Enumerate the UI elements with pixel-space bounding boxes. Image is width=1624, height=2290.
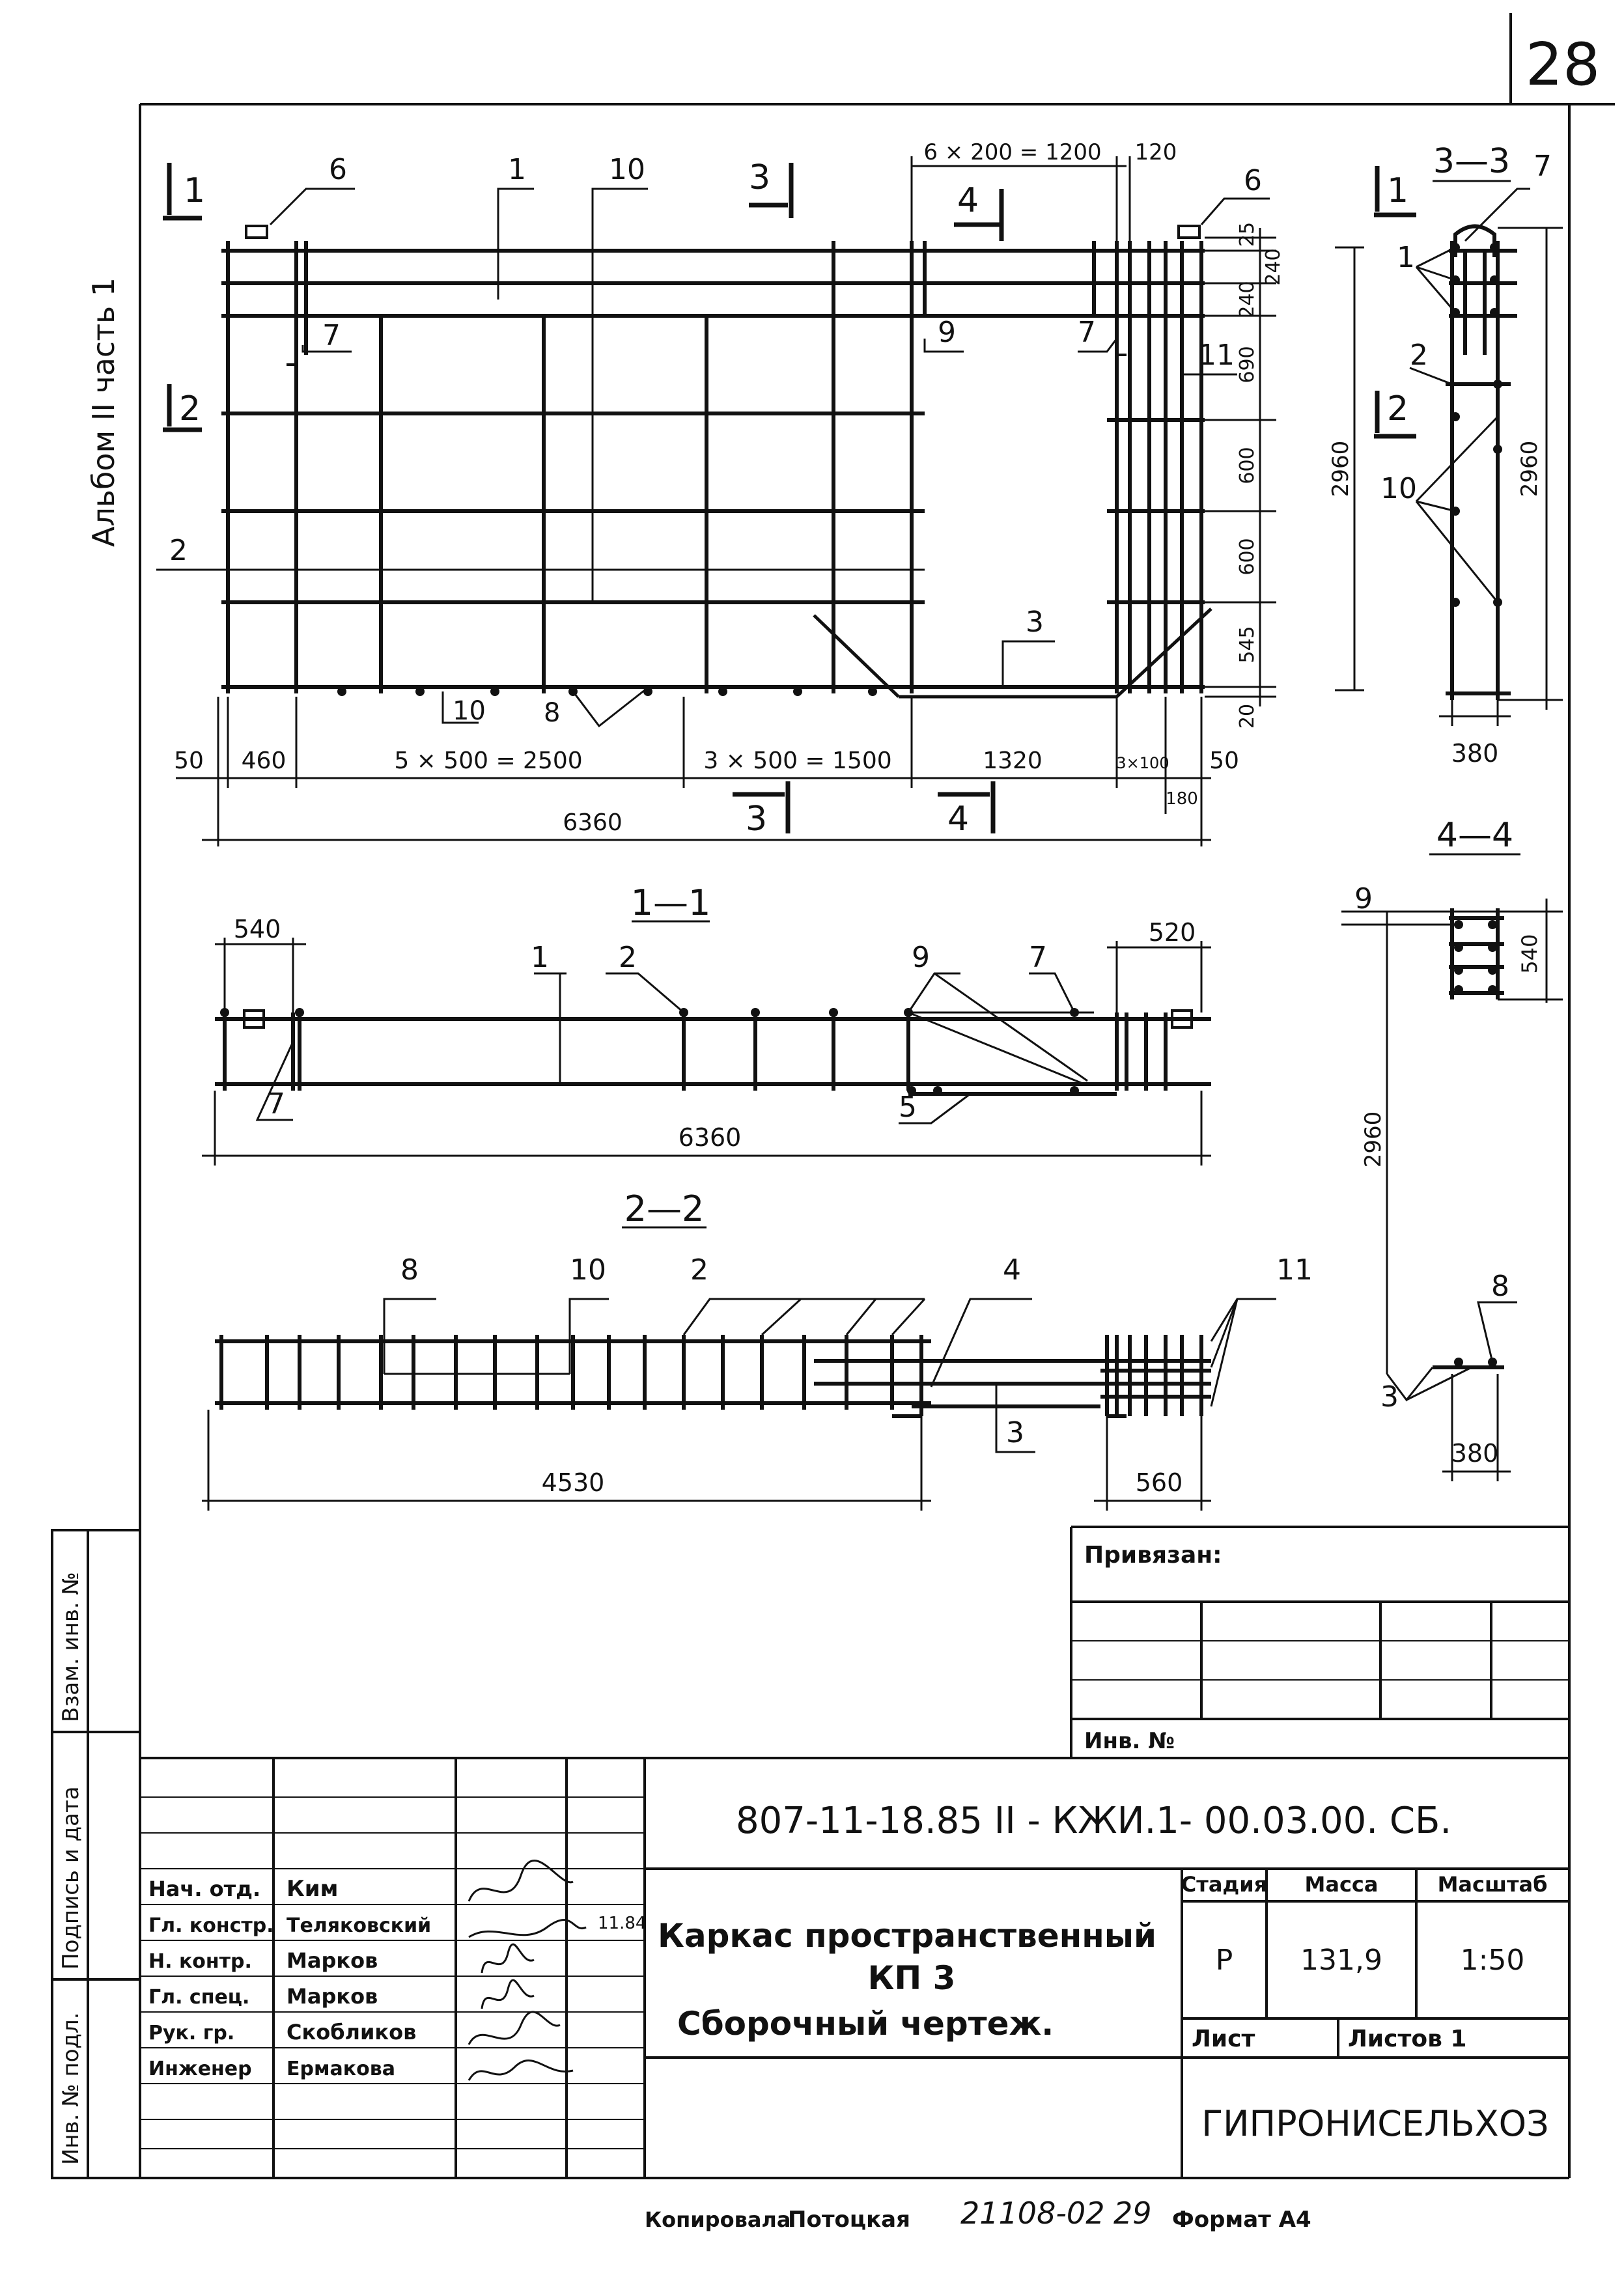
dim-600: 600 [1236, 538, 1259, 576]
title-line3: Сборочный чертеж. [677, 2005, 1054, 2043]
callout-7: 7 [1533, 150, 1552, 183]
stage-header: Стадия [1181, 1872, 1268, 1897]
dim-2960: 2960 [1328, 440, 1354, 497]
callout-3: 3 [1026, 606, 1044, 639]
callout-8: 8 [544, 698, 561, 728]
callout-7: 7 [1029, 941, 1047, 974]
callout-11: 11 [1276, 1253, 1313, 1287]
callout-10: 10 [609, 153, 645, 186]
stamp-signature-date: Подпись и дата [58, 1786, 84, 1970]
dim-6360: 6360 [563, 809, 623, 836]
callout-7: 7 [322, 319, 341, 352]
dim-690: 690 [1236, 346, 1259, 384]
sheet-label: Лист [1192, 2026, 1255, 2052]
callout-10: 10 [1380, 472, 1417, 505]
dim-240: 240 [1236, 281, 1259, 318]
section-title-1-1: 1—1 [630, 882, 711, 923]
document-code: 807-11-18.85 II - КЖИ.1- 00.03.00. СБ. [736, 1800, 1452, 1842]
footer-order: 21108-02 [960, 2196, 1105, 2231]
mass-value: 131,9 [1300, 1944, 1382, 1977]
callout-9: 9 [1354, 882, 1373, 915]
callout-3: 3 [1006, 1416, 1024, 1449]
name-markov: Марков [287, 1984, 378, 2009]
dim-3x500: 3 × 500 = 1500 [703, 747, 892, 774]
callout-5: 5 [899, 1091, 917, 1124]
section-mark-3: 3 [749, 158, 771, 197]
dim-3x100: 3×100 [1116, 754, 1169, 772]
role-inzhener: Инженер [148, 2058, 252, 2080]
callout-4: 4 [1003, 1253, 1021, 1287]
sheet-frame [85, 13, 1615, 2178]
title-block [140, 1758, 1569, 2178]
dim-50: 50 [1209, 747, 1239, 774]
name-telyakovsky: Теляковский [287, 1914, 432, 1937]
title-line1: Каркас пространственный [658, 1917, 1157, 1955]
sign-date: 11.84 [598, 1914, 647, 1933]
callout-7: 7 [1078, 316, 1096, 349]
callout-10: 10 [570, 1253, 606, 1287]
organization: ГИПРОНИСЕЛЬХОЗ [1201, 2103, 1549, 2144]
section-1-1 [202, 882, 1211, 1166]
section-mark-3: 3 [746, 800, 768, 839]
section-mark-1: 1 [1387, 171, 1409, 210]
callout-2: 2 [619, 941, 637, 974]
footer-copied: Копировала [645, 2207, 791, 2232]
footer-sheet-no: 29 [1113, 2196, 1152, 2231]
mass-header: Масса [1304, 1872, 1379, 1897]
stamp-vzam-inv: Взам. инв. № [58, 1572, 84, 1722]
role-ruk-gr: Рук. гр. [148, 2022, 235, 2045]
section-2-2 [202, 1188, 1313, 1511]
dim-460: 460 [241, 747, 287, 774]
section-mark-2: 2 [1387, 389, 1409, 428]
callout-2: 2 [169, 534, 188, 567]
sheets-label: Листов 1 [1348, 2026, 1467, 2052]
dim-545: 545 [1236, 626, 1259, 663]
dim-2960: 2960 [1517, 440, 1543, 497]
binding-inv-label: Инв. № [1084, 1728, 1175, 1754]
footer-copier: Потоцкая [788, 2207, 910, 2233]
name-kim: Ким [287, 1876, 339, 1902]
dim-5x500: 5 × 500 = 2500 [394, 747, 583, 774]
dim-120: 120 [1134, 139, 1177, 165]
dim-560: 560 [1135, 1468, 1183, 1497]
callout-6: 6 [329, 153, 347, 186]
section-mark-1: 1 [184, 171, 206, 210]
callout-1: 1 [1397, 241, 1415, 274]
callout-7: 7 [267, 1087, 285, 1121]
title-line2: КП 3 [867, 1959, 956, 1997]
scale-header: Масштаб [1437, 1872, 1548, 1897]
dim-180: 180 [1166, 789, 1198, 809]
elevation-leaders [156, 189, 1270, 726]
elevation-frame [221, 241, 1205, 693]
elevation-small-parts [246, 226, 1199, 365]
album-label: Альбом II часть 1 [86, 277, 121, 547]
section-mark-2: 2 [179, 389, 201, 428]
role-gl-konstr: Гл. констр. [148, 1914, 274, 1937]
callout-9: 9 [938, 316, 956, 349]
dim-20: 20 [1236, 703, 1259, 729]
section-title-3-3: 3—3 [1433, 142, 1511, 181]
callout-2: 2 [690, 1253, 708, 1287]
callout-11: 11 [1198, 339, 1235, 372]
dim-6360: 6360 [678, 1123, 742, 1152]
name-markov: Марков [287, 1948, 378, 1973]
scale-value: 1:50 [1460, 1944, 1525, 1977]
callout-8: 8 [400, 1253, 419, 1287]
role-nach-otd: Нач. отд. [148, 1877, 261, 1901]
binding-block [1071, 1527, 1569, 1758]
section-marks [163, 158, 1416, 839]
elevation-diagonals [814, 609, 1211, 697]
section-mark-4: 4 [957, 181, 979, 220]
section-4-4 [1341, 816, 1563, 1481]
elevation-view [156, 139, 1416, 846]
stamp-inv-podl: Инв. № подл. [58, 2012, 84, 2165]
bottom-dimension-lines [176, 697, 1211, 846]
dim-540: 540 [233, 915, 281, 943]
role-n-kontr: Н. контр. [148, 1950, 252, 1973]
dim-1320: 1320 [983, 747, 1043, 774]
left-stamp [52, 1530, 140, 2178]
sheet-number: 28 [1525, 31, 1601, 99]
dim-4530: 4530 [541, 1468, 605, 1497]
section-mark-4: 4 [947, 800, 970, 839]
callout-1: 1 [508, 153, 526, 186]
dim-380: 380 [1451, 1439, 1499, 1468]
dim-380: 380 [1451, 739, 1499, 768]
footer-format: Формат А4 [1172, 2207, 1311, 2233]
top-dimension-lines [912, 156, 1130, 241]
name-ermakova: Ермакова [287, 2058, 395, 2080]
stage-value: Р [1215, 1944, 1233, 1977]
callout-3: 3 [1380, 1380, 1399, 1414]
callout-8: 8 [1491, 1270, 1509, 1303]
section-title-2-2: 2—2 [624, 1188, 705, 1229]
section-title-4-4: 4—4 [1436, 816, 1514, 855]
section-3-3 [1380, 142, 1563, 768]
name-skoblikov: Скобликов [287, 2020, 417, 2045]
footer [645, 2196, 1311, 2233]
callout-1: 1 [531, 941, 549, 974]
dim-540: 540 [1517, 934, 1542, 974]
dim-6x200: 6 × 200 = 1200 [923, 139, 1102, 165]
role-gl-spec: Гл. спец. [148, 1986, 250, 2009]
dim-520: 520 [1148, 918, 1196, 947]
dim-2960: 2960 [1360, 1111, 1386, 1168]
dim-50: 50 [174, 747, 204, 774]
callout-10: 10 [453, 696, 486, 726]
callout-6: 6 [1244, 164, 1262, 197]
callout-9: 9 [912, 941, 930, 974]
callout-2: 2 [1410, 339, 1428, 372]
dim-240: 240 [1262, 248, 1285, 286]
dim-600: 600 [1236, 447, 1259, 484]
dim-25: 25 [1236, 221, 1259, 247]
binding-label: Привязан: [1084, 1542, 1222, 1569]
